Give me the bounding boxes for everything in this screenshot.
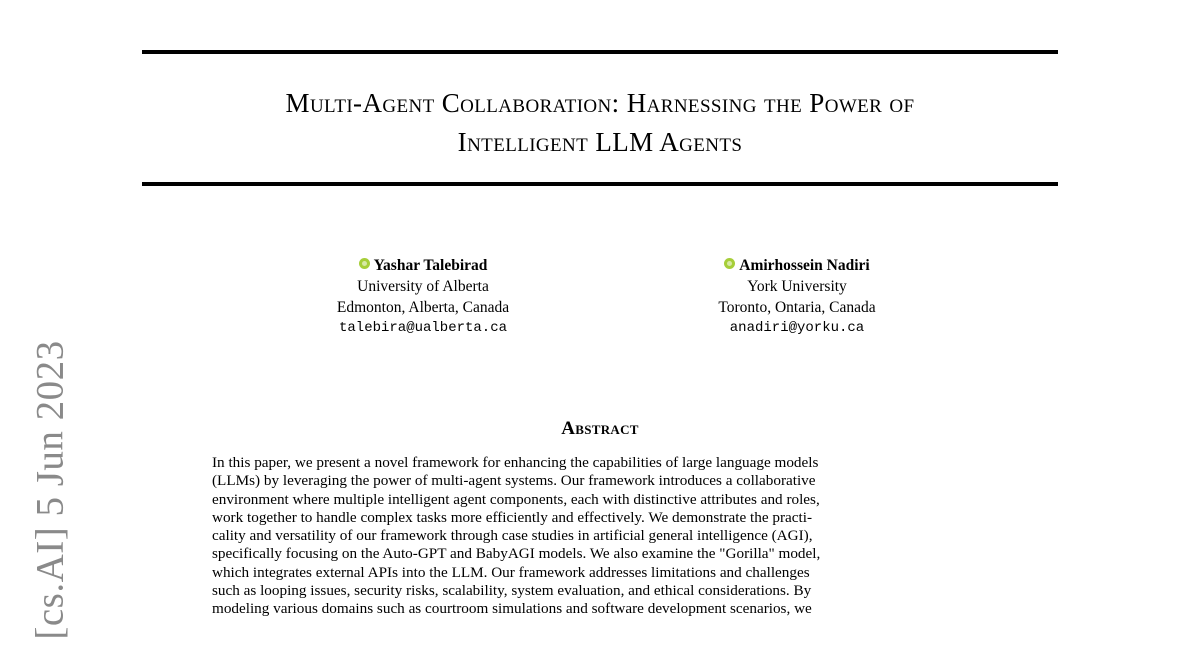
abstract-body bbox=[212, 454, 990, 619]
abstract-line: modeling various domains such as courtroom simulations and software development scenarios, we bbox=[212, 600, 812, 618]
paper-title-line-1: Multi-Agent Collaboration: Harnessing the Power of bbox=[285, 88, 915, 118]
paper-title bbox=[120, 84, 1080, 162]
abstract-line: which integrates external APIs into the LLM. Our framework addresses limitations and challenges bbox=[212, 563, 810, 581]
abstract-line: In this paper, we present a novel framework for enhancing the capabilities of large language models bbox=[212, 454, 819, 471]
author-name: Yashar Talebirad bbox=[283, 255, 563, 276]
paper-title-line-2: Intelligent LLM Agents bbox=[457, 127, 743, 157]
arxiv-stamp-text: [cs.AI] 5 Jun 2023 bbox=[28, 340, 72, 640]
abstract-heading: Abstract bbox=[561, 418, 639, 439]
author-name: Amirhossein Nadiri bbox=[657, 255, 937, 276]
title-rule-top bbox=[142, 50, 1058, 54]
abstract-line: cality and versatility of our framework through case studies in artificial general intelligence (AGI), bbox=[212, 527, 813, 545]
abstract-line: specifically focusing on the Auto-GPT and BabyAGI models. We also examine the "Gorilla" model, bbox=[212, 545, 821, 563]
orcid-icon[interactable] bbox=[359, 258, 370, 269]
author-block-2 bbox=[657, 255, 937, 339]
orcid-icon[interactable] bbox=[724, 258, 735, 269]
abstract-line: (LLMs) by leveraging the power of multi-agent systems. Our framework introduces a collaborative bbox=[212, 472, 816, 490]
author-affiliation: University of Alberta bbox=[357, 278, 489, 295]
abstract-line: such as looping issues, security risks, scalability, system evaluation, and ethical considerations. By bbox=[212, 582, 812, 600]
author-email[interactable]: talebira@ualberta.ca bbox=[338, 320, 508, 336]
author-location: Edmonton, Alberta, Canada bbox=[336, 299, 510, 316]
abstract-line: environment where multiple intelligent agent components, each with distinctive attributes and roles, bbox=[212, 490, 820, 508]
title-rule-bottom bbox=[142, 182, 1058, 186]
abstract-line: work together to handle complex tasks more efficiently and effectively. We demonstrate the practi- bbox=[212, 508, 813, 526]
author-block-1 bbox=[283, 255, 563, 339]
author-location: Toronto, Ontaria, Canada bbox=[718, 299, 876, 316]
author-email[interactable]: anadiri@yorku.ca bbox=[729, 320, 865, 336]
author-affiliation: York University bbox=[747, 278, 847, 295]
